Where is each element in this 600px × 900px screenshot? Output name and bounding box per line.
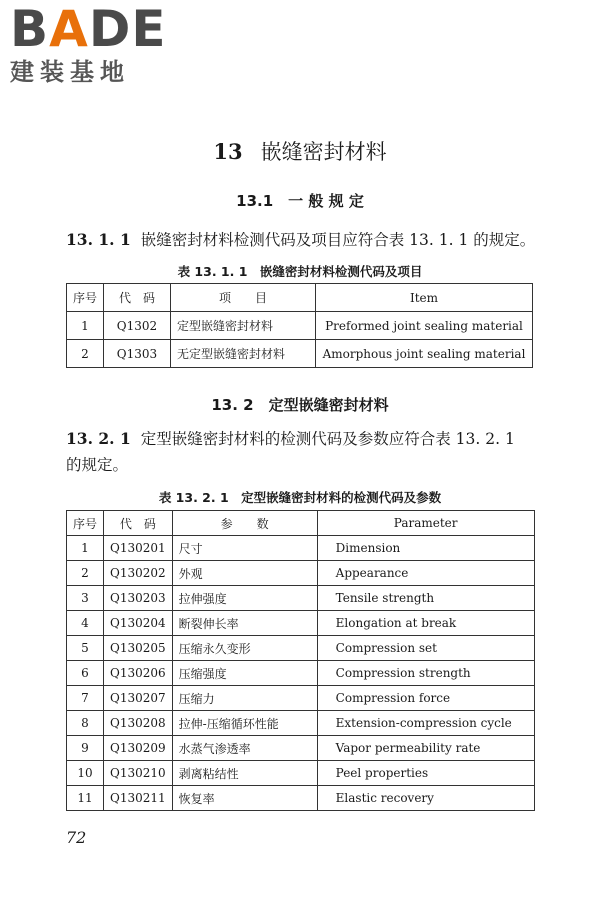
cell-param-en: Appearance: [317, 561, 534, 586]
cell-code: Q130204: [104, 611, 173, 636]
cell-index: 2: [67, 340, 104, 368]
cell-param-en: Elastic recovery: [317, 786, 534, 811]
cell-code: Q130209: [104, 736, 173, 761]
cell-param-cn: 尺寸: [172, 536, 317, 561]
cell-param-en: Compression strength: [317, 661, 534, 686]
table-row: [67, 761, 535, 786]
cell-param-en: Compression force: [317, 686, 534, 711]
cell-index: 11: [67, 786, 104, 811]
cell-param-en: Compression set: [317, 636, 534, 661]
col-header: 代 码: [104, 511, 173, 536]
cell-code: Q130202: [104, 561, 173, 586]
cell-index: 3: [67, 586, 104, 611]
clause-text: 定型嵌缝密封材料的检测代码及参数应符合表 13. 2. 1: [140, 430, 515, 448]
cell-code: Q130203: [104, 586, 173, 611]
table-row: [67, 686, 535, 711]
cell-item-en: Amorphous joint sealing material: [316, 340, 533, 368]
table-row: [67, 340, 533, 368]
cell-code: Q1302: [104, 312, 171, 340]
col-header: 序号: [67, 284, 104, 312]
cell-param-en: Tensile strength: [317, 586, 534, 611]
cell-index: 10: [67, 761, 104, 786]
section-heading-13-2: 13. 2 定型嵌缝密封材料: [211, 396, 389, 414]
chapter-name: 嵌缝密封材料: [260, 140, 387, 164]
col-header: 参 数: [172, 511, 317, 536]
cell-item-cn: 无定型嵌缝密封材料: [171, 340, 316, 368]
cell-index: 6: [67, 661, 104, 686]
table-header-row: [67, 284, 533, 312]
cell-param-cn: 拉伸-压缩循环性能: [172, 711, 317, 736]
cell-param-en: Extension-compression cycle: [317, 711, 534, 736]
table-row: [67, 736, 535, 761]
table-row: [67, 661, 535, 686]
cell-index: 1: [67, 536, 104, 561]
table-row: [67, 312, 533, 340]
table-caption-13-1-1: 表 13. 1. 1 嵌缝密封材料检测代码及项目: [177, 264, 423, 279]
col-header: 项 目: [171, 284, 316, 312]
table-row: [67, 611, 535, 636]
table-caption-13-2-1: 表 13. 2. 1 定型嵌缝密封材料的检测代码及参数: [158, 490, 442, 505]
page-number: 72: [66, 828, 87, 847]
col-header: 代 码: [104, 284, 171, 312]
cell-code: Q130201: [104, 536, 173, 561]
cell-code: Q130205: [104, 636, 173, 661]
table-row: [67, 636, 535, 661]
table-row: [67, 561, 535, 586]
cell-index: 9: [67, 736, 104, 761]
cell-param-cn: 恢复率: [172, 786, 317, 811]
table-row: [67, 586, 535, 611]
cell-index: 4: [67, 611, 104, 636]
cell-param-en: Peel properties: [317, 761, 534, 786]
clause-number: 13. 1. 1: [66, 230, 131, 249]
cell-param-cn: 压缩强度: [172, 661, 317, 686]
cell-param-en: Elongation at break: [317, 611, 534, 636]
clause-text-continued: 的规定。: [66, 456, 129, 474]
clause-13-1-1: [66, 227, 550, 253]
cell-index: 2: [67, 561, 104, 586]
logo-subtitle: 建装基地: [10, 58, 130, 86]
cell-code: Q130206: [104, 661, 173, 686]
cell-param-cn: 拉伸强度: [172, 586, 317, 611]
cell-index: 5: [67, 636, 104, 661]
table-row: [67, 536, 535, 561]
chapter-title: [0, 136, 600, 166]
cell-code: Q130207: [104, 686, 173, 711]
cell-param-cn: 压缩永久变形: [172, 636, 317, 661]
clause-13-2-1: [66, 426, 550, 478]
table-row: [67, 786, 535, 811]
cell-param-cn: 断裂伸长率: [172, 611, 317, 636]
cell-item-cn: 定型嵌缝密封材料: [171, 312, 316, 340]
logo-wordmark: BADE: [10, 0, 167, 58]
cell-param-cn: 剥离粘结性: [172, 761, 317, 786]
col-header: 序号: [67, 511, 104, 536]
section-heading-13-1: 13.1 一 般 规 定: [236, 192, 364, 210]
cell-param-cn: 水蒸气渗透率: [172, 736, 317, 761]
cell-index: 8: [67, 711, 104, 736]
col-header: Parameter: [317, 511, 534, 536]
cell-param-cn: 压缩力: [172, 686, 317, 711]
cell-code: Q130208: [104, 711, 173, 736]
table-body: [67, 536, 535, 811]
brand-logo: [10, 0, 167, 86]
table-13-1-1: [66, 283, 533, 368]
clause-text: 嵌缝密封材料检测代码及项目应符合表 13. 1. 1 的规定。: [140, 231, 536, 249]
clause-number: 13. 2. 1: [66, 429, 131, 448]
table-header-row: [67, 511, 535, 536]
col-header: Item: [316, 284, 533, 312]
cell-item-en: Preformed joint sealing material: [316, 312, 533, 340]
cell-param-en: Dimension: [317, 536, 534, 561]
cell-index: 1: [67, 312, 104, 340]
cell-code: Q130210: [104, 761, 173, 786]
table-13-2-1: [66, 510, 535, 811]
table-row: [67, 711, 535, 736]
cell-code: Q130211: [104, 786, 173, 811]
cell-index: 7: [67, 686, 104, 711]
chapter-number: 13: [213, 139, 243, 164]
cell-code: Q1303: [104, 340, 171, 368]
cell-param-cn: 外观: [172, 561, 317, 586]
cell-param-en: Vapor permeability rate: [317, 736, 534, 761]
